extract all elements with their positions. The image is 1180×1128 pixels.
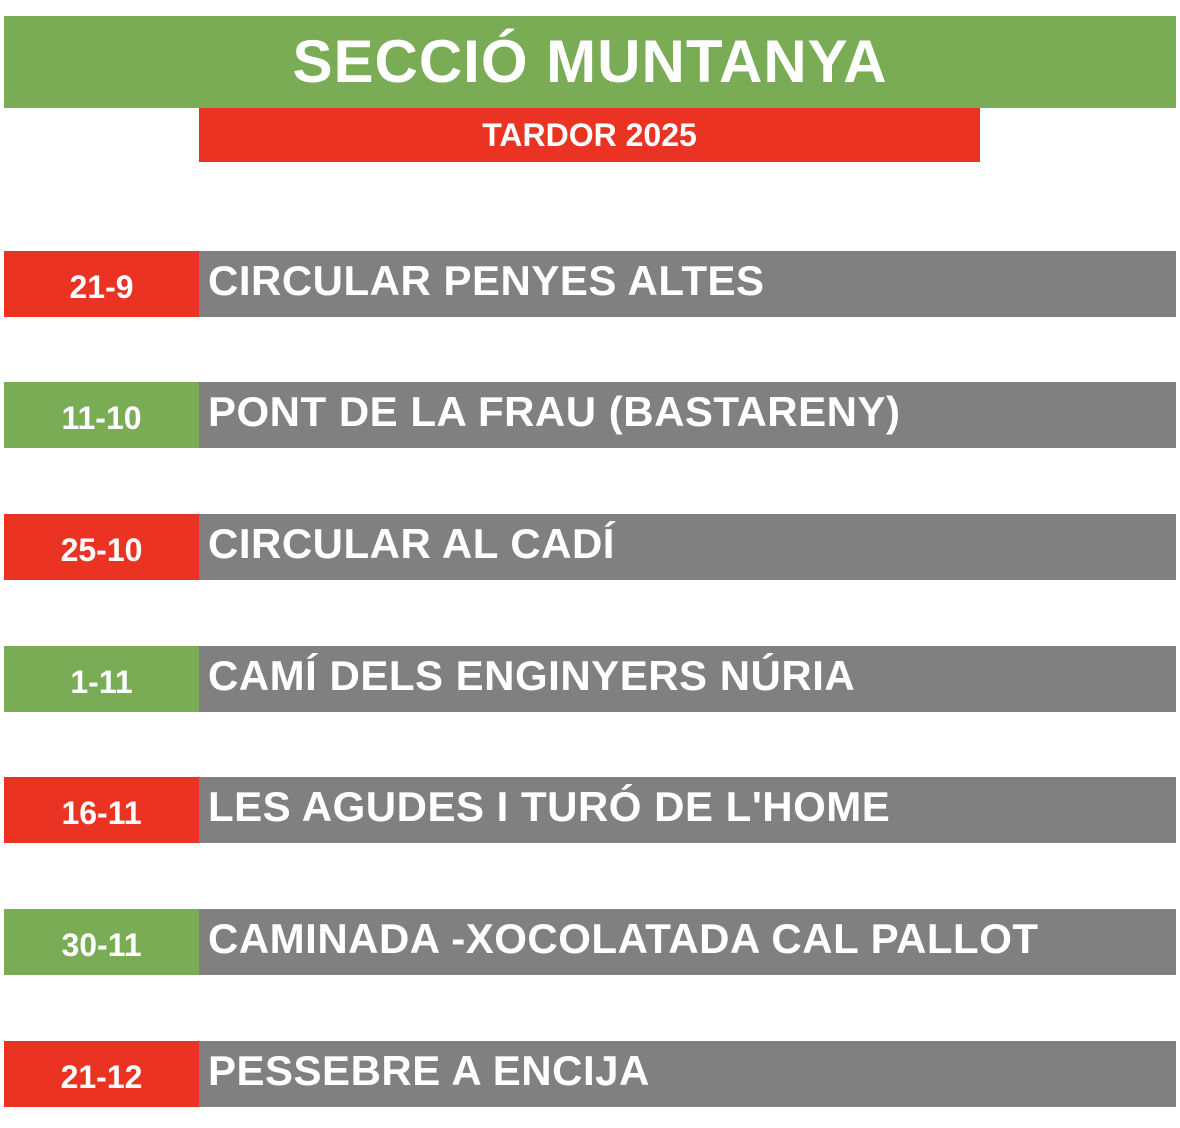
event-row xyxy=(4,646,1176,712)
event-date: 25-10 xyxy=(4,514,199,580)
event-name: PONT DE LA FRAU (BASTARENY) xyxy=(199,382,1176,448)
page-title: SECCIÓ MUNTANYA xyxy=(292,28,888,95)
event-name: CIRCULAR AL CADÍ xyxy=(199,514,1176,580)
event-date: 11-10 xyxy=(4,382,199,448)
season-banner xyxy=(199,108,980,162)
event-row xyxy=(4,514,1176,580)
event-date: 21-9 xyxy=(4,251,199,317)
event-name: LES AGUDES I TURÓ DE L'HOME xyxy=(199,777,1176,843)
event-date: 30-11 xyxy=(4,909,199,975)
event-row xyxy=(4,1041,1176,1107)
event-name: CAMINADA -XOCOLATADA CAL PALLOT xyxy=(199,909,1176,975)
event-name: CAMÍ DELS ENGINYERS NÚRIA xyxy=(199,646,1176,712)
event-date: 21-12 xyxy=(4,1041,199,1107)
event-date: 16-11 xyxy=(4,777,199,843)
event-row xyxy=(4,777,1176,843)
event-row xyxy=(4,382,1176,448)
event-name: PESSEBRE A ENCIJA xyxy=(199,1041,1176,1107)
event-row xyxy=(4,251,1176,317)
event-row xyxy=(4,909,1176,975)
event-name: CIRCULAR PENYES ALTES xyxy=(199,251,1176,317)
event-date: 1-11 xyxy=(4,646,199,712)
title-banner xyxy=(4,16,1176,108)
season-label: TARDOR 2025 xyxy=(482,117,697,153)
